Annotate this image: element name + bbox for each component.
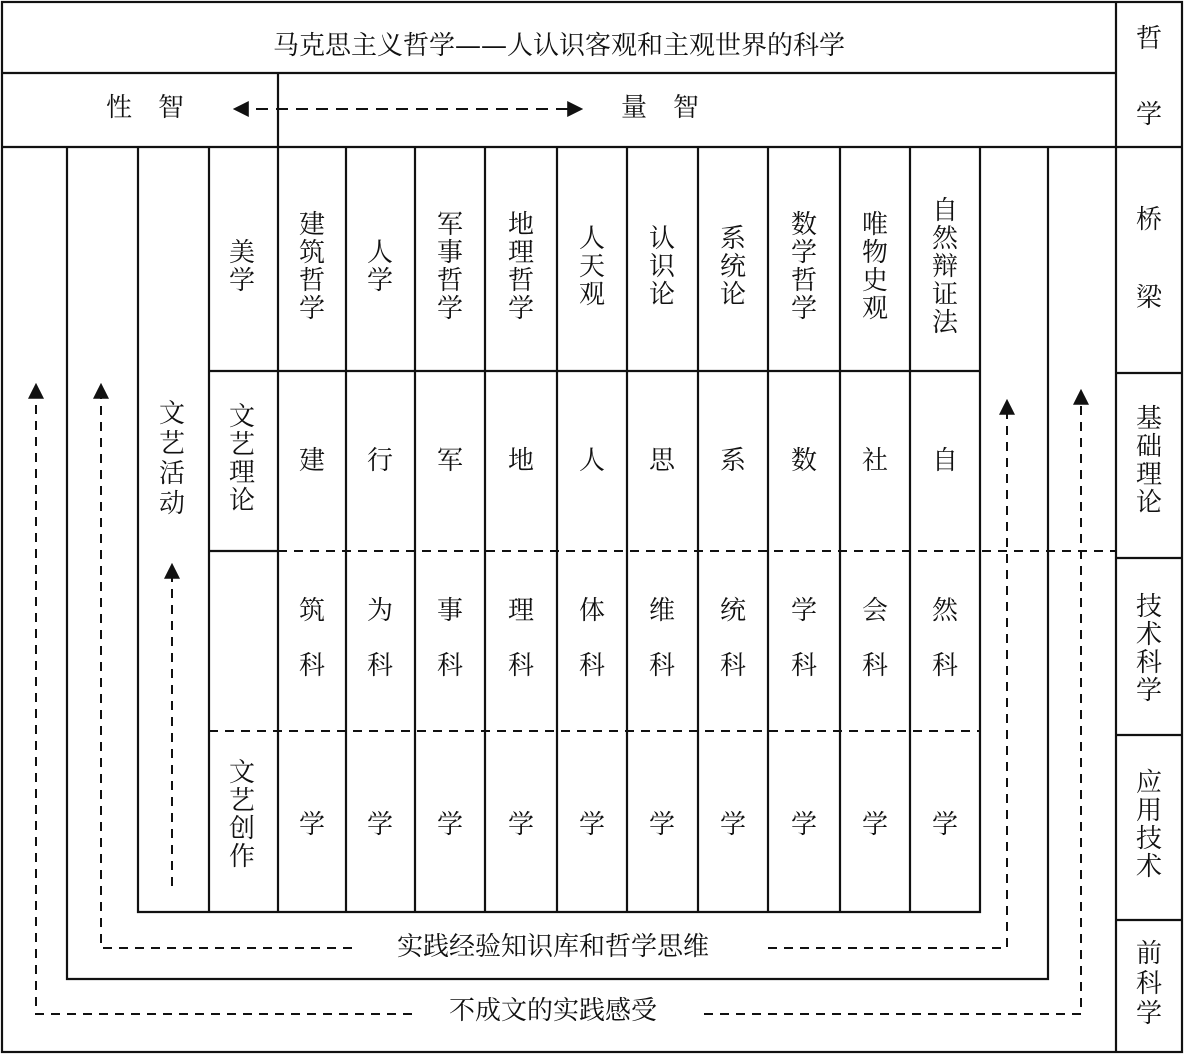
side-label-qiaoliang-char: 桥 [1135, 205, 1163, 235]
side-label-jishu [1136, 592, 1162, 706]
tech-cell-bottom-7: 科 [719, 651, 747, 681]
theory-cell-2: 行 [366, 446, 394, 476]
side-label-yingyong-char: 术 [1135, 852, 1163, 882]
applied-cell-7: 学 [719, 810, 747, 840]
aesthetics-cell-char: 美 [228, 238, 256, 268]
unwritten-practice-loop-arrow-right [704, 392, 1081, 1014]
bridge-cell-5-char: 人 [578, 224, 606, 254]
bridge-cell-10 [932, 196, 959, 338]
bridge-cell-10-char: 证 [931, 280, 959, 310]
bridge-cell-5-char: 天 [578, 252, 606, 282]
applied-cell-2: 学 [366, 810, 394, 840]
bridge-cell-8 [791, 210, 817, 324]
bridge-cell-10-char: 然 [931, 224, 959, 254]
theory-cell-5: 人 [578, 446, 606, 476]
tech-cell-bottom-8: 科 [790, 651, 818, 681]
xingzhi-label: 性 智 [105, 93, 185, 123]
bridge-cell-3-char: 学 [436, 294, 464, 324]
bridge-cell-7-char: 论 [719, 280, 747, 310]
theory-cell-8: 数 [790, 446, 818, 476]
bridge-cell-7-char: 统 [719, 252, 747, 282]
art-creation-cell-char: 作 [228, 842, 256, 872]
side-label-jichu [1136, 404, 1162, 518]
bridge-cell-2 [367, 238, 393, 296]
bridge-cell-1-char: 建 [298, 210, 326, 240]
tech-cell-bottom-2: 科 [366, 651, 394, 681]
art-creation-cell-char: 文 [228, 758, 256, 788]
tech-cell-top-9: 会 [861, 596, 889, 626]
bridge-cell-7-char: 系 [719, 224, 747, 254]
bridge-cell-1-char: 学 [298, 294, 326, 324]
art-theory-cell-char: 文 [228, 402, 256, 432]
tech-cell-top-6: 维 [648, 596, 676, 626]
bridge-cell-3-char: 事 [436, 238, 464, 268]
art-theory-cell-char: 论 [228, 486, 256, 516]
side-label-jichu-char: 理 [1135, 460, 1163, 490]
bridge-cell-4-char: 哲 [507, 266, 535, 296]
bridge-cell-8-char: 学 [790, 238, 818, 268]
tech-cell-bottom-5: 科 [578, 651, 606, 681]
theory-cell-3: 军 [436, 446, 464, 476]
art-activity-label-char: 文 [158, 399, 186, 429]
bridge-cell-1-char: 筑 [298, 238, 326, 268]
tech-cell-bottom-3: 科 [436, 651, 464, 681]
bridge-cell-10-char: 法 [931, 308, 959, 338]
side-label-qiankexue-char: 科 [1135, 969, 1163, 999]
tech-cell-top-3: 事 [436, 596, 464, 626]
art-activity-label-char: 艺 [158, 429, 186, 459]
tech-cell-bottom-10: 科 [931, 651, 959, 681]
side-label-qiankexue-char: 学 [1135, 999, 1163, 1029]
theory-cell-10: 自 [931, 446, 959, 476]
aesthetics-cell-char: 学 [228, 266, 256, 296]
side-label-zhexue-char: 学 [1135, 100, 1163, 130]
bridge-cell-4 [508, 210, 534, 324]
theory-cell-1: 建 [298, 446, 326, 476]
tech-cell-bottom-4: 科 [507, 651, 535, 681]
bridge-cell-3-char: 哲 [436, 266, 464, 296]
applied-cell-6: 学 [648, 810, 676, 840]
side-label-jichu-char: 论 [1135, 488, 1163, 518]
bridge-cell-2-char: 人 [366, 238, 394, 268]
theory-cell-7: 系 [719, 446, 747, 476]
art-theory-cell-char: 艺 [228, 430, 256, 460]
side-label-yingyong-char: 用 [1135, 796, 1163, 826]
bridge-cell-6 [649, 224, 676, 310]
bridge-cell-4-char: 理 [507, 238, 535, 268]
applied-cell-3: 学 [436, 810, 464, 840]
bridge-cell-9 [862, 210, 888, 324]
tech-cell-top-1: 筑 [298, 596, 326, 626]
tech-cell-top-5: 体 [578, 596, 606, 626]
bridge-cell-4-char: 地 [507, 210, 535, 240]
applied-cell-10: 学 [931, 810, 959, 840]
side-label-jichu-char: 础 [1135, 432, 1163, 462]
bridge-cell-8-char: 数 [790, 210, 818, 240]
bridge-cell-3 [437, 210, 463, 324]
side-label-qiankexue-char: 前 [1135, 939, 1163, 969]
art-activity-label-char: 动 [158, 489, 186, 519]
arrows [36, 109, 1081, 1014]
theory-cell-6: 思 [648, 446, 676, 476]
art-creation-cell-char: 艺 [228, 786, 256, 816]
bridge-cell-3-char: 军 [436, 210, 464, 240]
bridge-cell-9-char: 唯 [861, 210, 889, 240]
applied-cell-5: 学 [578, 810, 606, 840]
bridge-cell-8-char: 哲 [790, 266, 818, 296]
art-activity-label [159, 399, 185, 519]
bridge-cell-5-char: 观 [578, 280, 606, 310]
art-theory-cell-char: 理 [228, 458, 256, 488]
tech-cell-bottom-1: 科 [298, 651, 326, 681]
tech-cell-top-7: 统 [719, 596, 747, 626]
bridge-cell-7 [720, 224, 746, 310]
side-label-qiaoliang [1136, 205, 1163, 313]
bridge-cell-1 [299, 210, 325, 324]
side-label-jishu-char: 术 [1135, 620, 1163, 650]
side-label-qiaoliang-char: 梁 [1135, 283, 1163, 313]
theory-cell-9: 社 [861, 446, 889, 476]
side-label-jishu-char: 科 [1135, 648, 1163, 678]
bridge-cell-6-char: 认 [648, 224, 676, 254]
side-label-yingyong [1136, 768, 1162, 882]
bridge-cell-5 [579, 224, 605, 310]
tech-cell-bottom-6: 科 [648, 651, 676, 681]
applied-cell-8: 学 [790, 810, 818, 840]
bridge-cell-6-char: 论 [648, 280, 676, 310]
tech-cell-bottom-9: 科 [861, 651, 889, 681]
bridge-cell-9-char: 史 [861, 266, 889, 296]
bridge-cell-10-char: 辩 [931, 252, 959, 282]
unwritten-practice-loop-arrow [36, 386, 412, 1014]
applied-cell-4: 学 [507, 810, 535, 840]
art-creation-cell [229, 758, 255, 872]
bridge-cell-2-char: 学 [366, 266, 394, 296]
tech-cell-top-2: 为 [366, 596, 394, 626]
diagram-title: 马克思主义哲学——人认识客观和主观世界的科学 [272, 31, 846, 61]
side-label-zhexue-char: 哲 [1135, 24, 1163, 54]
tech-cell-top-8: 学 [790, 596, 818, 626]
bridge-cell-8-char: 学 [790, 294, 818, 324]
bridge-cell-1-char: 哲 [298, 266, 326, 296]
side-label-jishu-char: 学 [1135, 676, 1163, 706]
side-label-jichu-char: 基 [1135, 404, 1163, 434]
bridge-cell-10-char: 自 [931, 196, 959, 226]
bridge-cell-9-char: 物 [861, 238, 889, 268]
side-label-zhexue [1136, 24, 1162, 130]
applied-cell-1: 学 [298, 810, 326, 840]
unwritten-practice-label: 不成文的实践感受 [448, 996, 658, 1026]
bridge-cell-6-char: 识 [648, 252, 676, 282]
practice-knowledge-label: 实践经验知识库和哲学思维 [396, 932, 710, 962]
liangzhi-label: 量 智 [620, 93, 700, 123]
tech-cell-top-4: 理 [507, 596, 535, 626]
frame-lines [2, 2, 1182, 1052]
art-theory-cell [229, 402, 255, 516]
bridge-cell-9-char: 观 [861, 294, 889, 324]
art-creation-cell-char: 创 [228, 814, 256, 844]
text-layer [106, 24, 1163, 1029]
art-activity-label-char: 活 [158, 459, 186, 489]
side-label-qiankexue [1136, 939, 1162, 1029]
aesthetics-cell [229, 238, 255, 296]
bridge-cell-4-char: 学 [507, 294, 535, 324]
theory-cell-4: 地 [507, 446, 535, 476]
side-label-yingyong-char: 应 [1135, 768, 1163, 798]
side-label-jishu-char: 技 [1135, 592, 1163, 622]
side-label-yingyong-char: 技 [1135, 824, 1163, 854]
applied-cell-9: 学 [861, 810, 889, 840]
tech-cell-top-10: 然 [931, 596, 959, 626]
